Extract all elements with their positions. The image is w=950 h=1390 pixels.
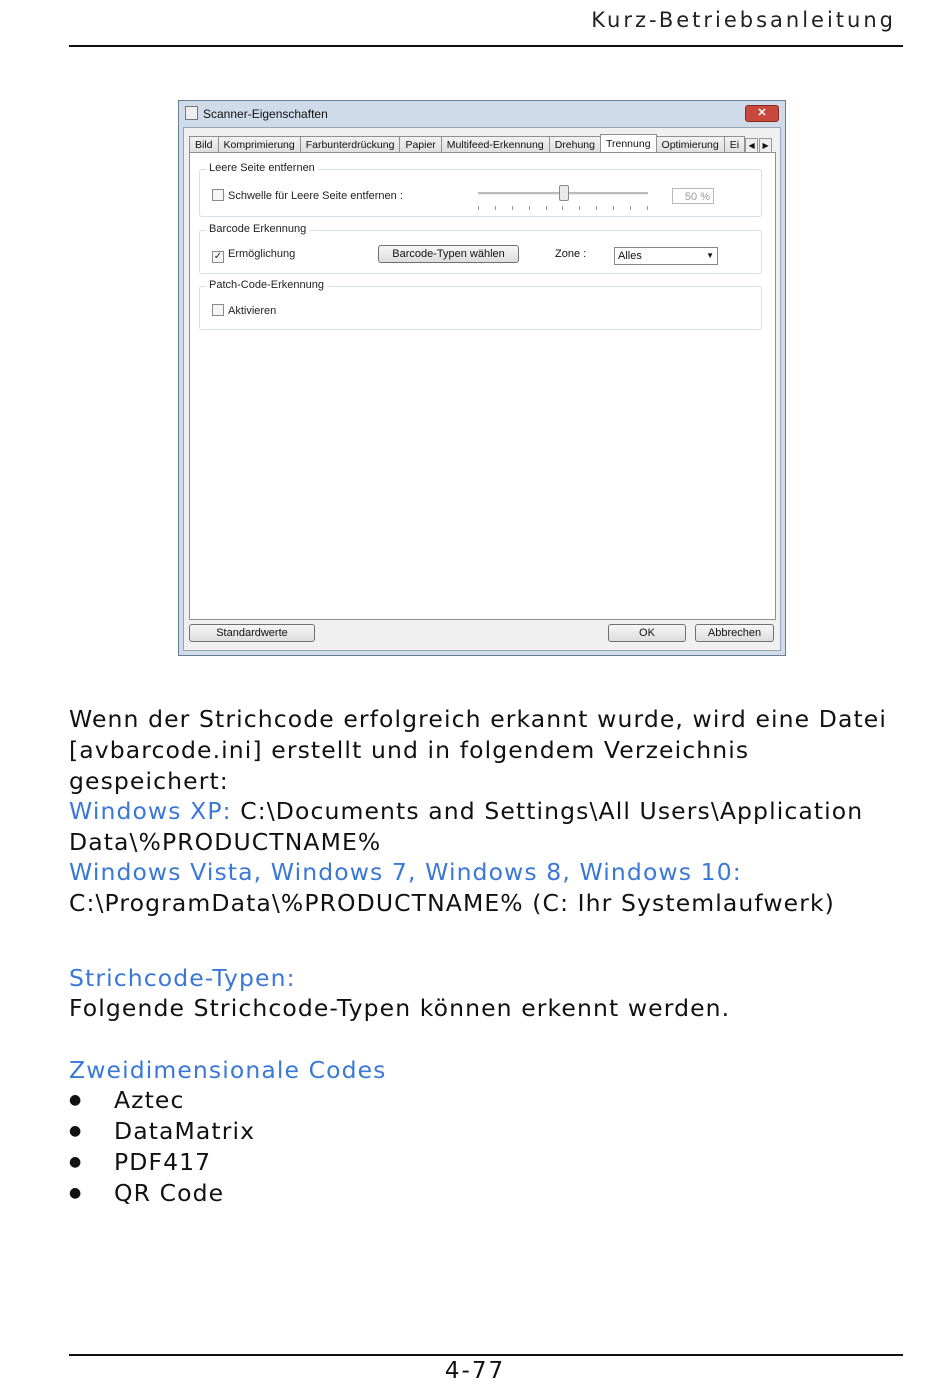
patch-enable-checkbox[interactable] [212, 304, 276, 317]
group-barcode-legend: Barcode Erkennung [206, 223, 309, 235]
barcode-types-text: Folgende Strichcode-Typen können erkennt werden. [69, 994, 731, 1022]
tab-drehung[interactable]: Drehung [549, 136, 601, 154]
defaults-button[interactable]: Standardwerte [189, 624, 315, 642]
dialog-client [183, 127, 781, 651]
page-header-title: Kurz-Betriebsanleitung [591, 8, 896, 32]
tab-multifeed[interactable]: Multifeed-Erkennung [441, 136, 550, 154]
tab-overflow[interactable]: Ei [724, 136, 745, 154]
slider-thumb[interactable] [559, 185, 569, 201]
barcode-types-button[interactable]: Barcode-Typen wählen [378, 245, 519, 263]
dialog-titlebar [185, 105, 328, 123]
cancel-button[interactable]: Abbrechen [695, 624, 774, 642]
body-line-2: [avbarcode.ini] erstellt und in folgendem Verzeichnis [69, 736, 750, 764]
tab-strip [189, 133, 772, 152]
bullet-icon: ● [69, 1092, 83, 1108]
tab-komprimierung[interactable]: Komprimierung [218, 136, 301, 154]
windows-vista-path: C:\ProgramData\%PRODUCTNAME% (C: Ihr Systemlaufwerk) [69, 889, 835, 917]
windows-xp-line [69, 796, 863, 827]
group-blank-page [199, 162, 762, 217]
list-item-text: QR Code [114, 1179, 225, 1207]
page-number: 4-77 [444, 1358, 506, 1384]
tab-bild[interactable]: Bild [189, 136, 219, 154]
scanner-icon [185, 106, 198, 120]
bullet-icon: ● [69, 1123, 83, 1139]
barcode-enable-checkbox[interactable] [212, 248, 295, 263]
scanner-properties-dialog [178, 100, 786, 656]
tab-scroll-right-icon[interactable]: ▶ [759, 138, 772, 154]
list-item-text: PDF417 [114, 1148, 212, 1176]
windows-xp-path: C:\Documents and Settings\All Users\Application [231, 797, 864, 825]
tab-trennung[interactable]: Trennung [600, 134, 657, 155]
close-button[interactable]: ✕ [745, 105, 779, 122]
two-d-codes-heading: Zweidimensionale Codes [69, 1056, 387, 1084]
threshold-value-field[interactable]: 50 % [672, 188, 714, 204]
group-patch-legend: Patch-Code-Erkennung [206, 279, 327, 291]
slider-ticks [478, 206, 648, 210]
zone-select[interactable] [614, 247, 718, 265]
checkbox-box [212, 304, 224, 316]
checkbox-label: Aktivieren [228, 305, 277, 317]
tab-papier[interactable]: Papier [399, 136, 441, 154]
zone-value: Alles [618, 250, 642, 262]
header-rule [69, 45, 903, 47]
tab-farbunterdrueckung[interactable]: Farbunterdrückung [300, 136, 401, 154]
windows-xp-label: Windows XP: [69, 797, 232, 825]
ok-button[interactable]: OK [608, 624, 686, 642]
checkbox-label: Ermöglichung [228, 248, 296, 260]
checkbox-box [212, 189, 224, 201]
windows-vista-label: Windows Vista, Windows 7, Windows 8, Windows 10: [69, 858, 742, 886]
list-item-text: DataMatrix [114, 1117, 256, 1145]
bullet-icon: ● [69, 1154, 83, 1170]
list-item-text: Aztec [114, 1086, 185, 1114]
zone-label: Zone : [555, 248, 587, 260]
blank-threshold-checkbox[interactable] [212, 189, 403, 202]
chevron-down-icon: ▼ [706, 251, 714, 260]
windows-xp-path-cont: Data\%PRODUCTNAME% [69, 828, 382, 856]
threshold-slider[interactable] [478, 192, 648, 195]
body-line-1: Wenn der Strichcode erfolgreich erkannt wurde, wird eine Datei [69, 705, 887, 733]
tab-page-trennung [189, 152, 776, 620]
dialog-title: Scanner-Eigenschaften [203, 107, 328, 121]
barcode-types-heading: Strichcode-Typen: [69, 964, 296, 992]
bullet-icon: ● [69, 1185, 83, 1201]
tab-scroll-left-icon[interactable]: ◀ [745, 138, 758, 154]
group-patch-code [199, 279, 762, 330]
group-blank-legend: Leere Seite entfernen [206, 162, 318, 174]
group-barcode [199, 223, 762, 274]
checkbox-label: Schwelle für Leere Seite entfernen : [228, 190, 403, 202]
tab-optimierung[interactable]: Optimierung [656, 136, 725, 154]
checkbox-box: ✓ [213, 251, 223, 262]
body-line-3: gespeichert: [69, 767, 229, 795]
footer-rule [69, 1354, 903, 1356]
